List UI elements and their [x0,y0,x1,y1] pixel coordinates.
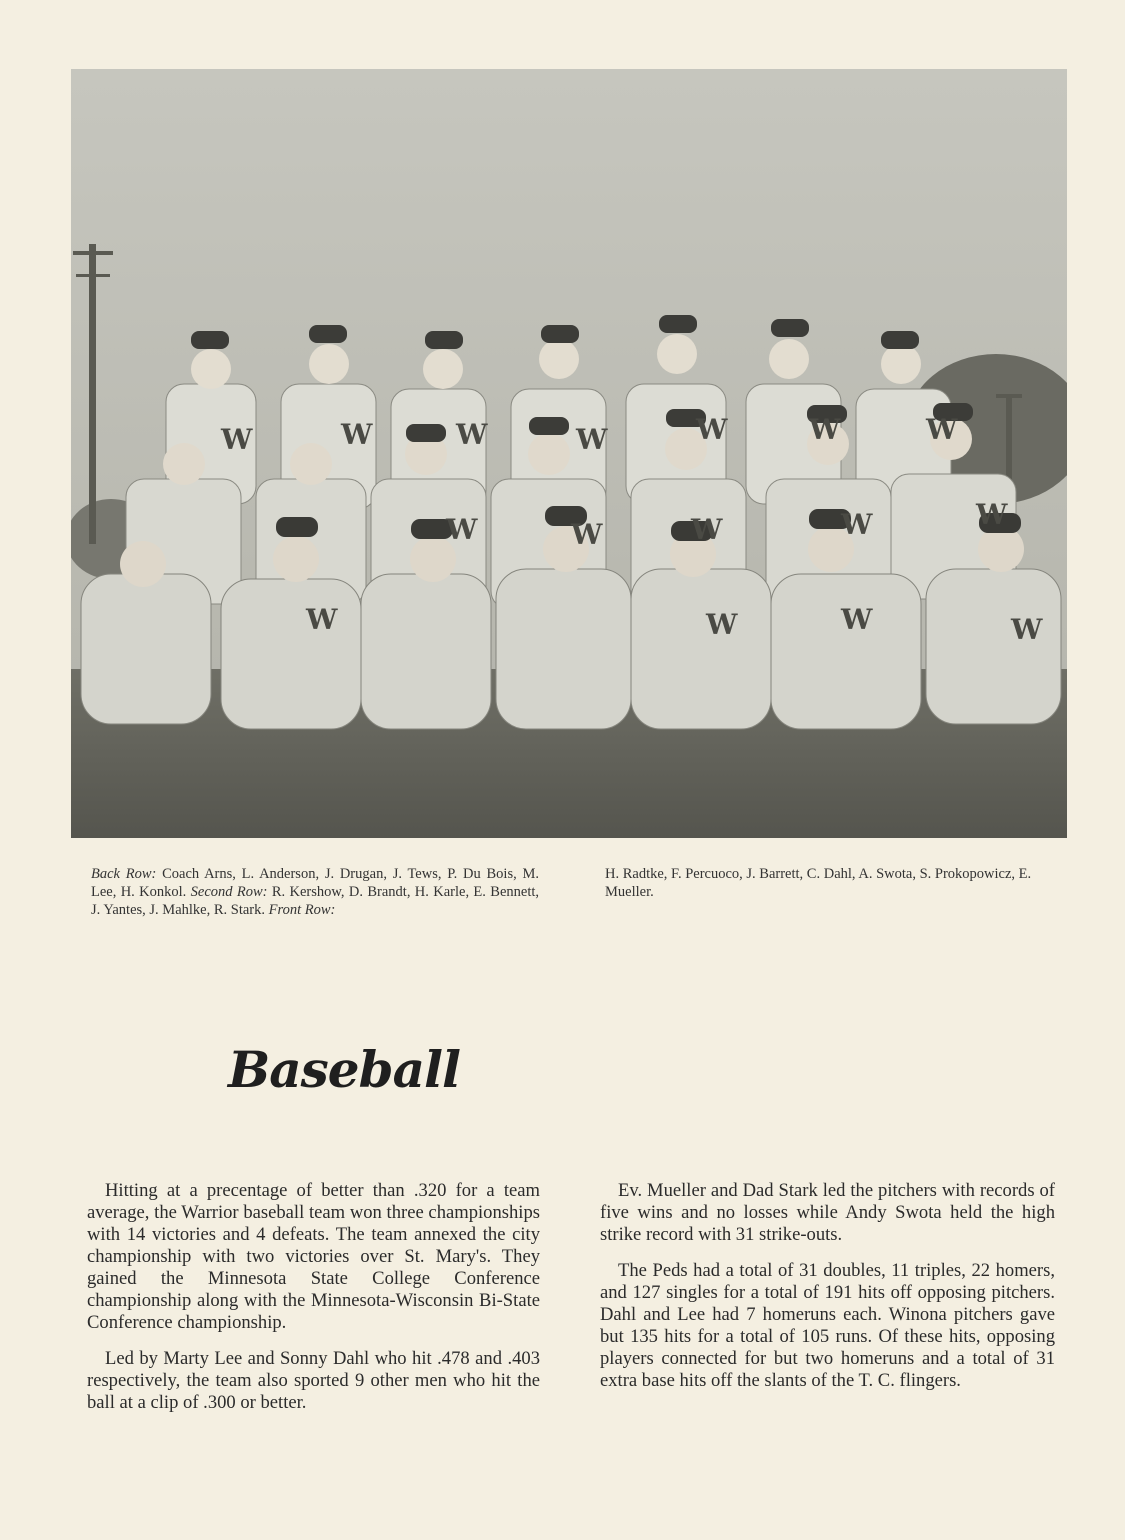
svg-text:W: W [696,413,728,446]
team-photo [71,69,1067,838]
article-paragraph: Hitting at a precentage of better than .320 for a team average, the Warrior baseball team won three championships with 14 victories and 4 defeats. The team annexed the city championship with two victories over St. Mary's. They gained the Minnesota State College Conference championship along with the Minnesota-Wisconsin Bi-State Conference championship. [87,1180,540,1333]
photo-caption-left [91,865,539,919]
article-column-left [87,1180,540,1428]
svg-text:W: W [306,603,338,636]
article-paragraph: Ev. Mueller and Dad Stark led the pitchers with records of five wins and no losses while Andy Swota held the high strike record with 31 strike-outs. [600,1180,1055,1245]
svg-text:W: W [571,518,603,551]
caption-front-row-names: H. Radtke, F. Percuoco, J. Barrett, C. Dahl, A. Swota, S. Prokopowicz, E. Mueller. [605,866,1032,900]
svg-text:W: W [576,423,608,456]
team-photo-image [71,69,1067,838]
page-title: Baseball [228,1040,460,1099]
caption-front-row-label: Front Row: [268,902,336,918]
svg-text:W: W [446,513,478,546]
svg-text:W: W [809,413,841,446]
article-column-right [600,1180,1055,1406]
svg-text:W: W [976,498,1008,531]
photo-caption-right [605,865,1057,901]
svg-text:W: W [691,513,723,546]
svg-text:W: W [456,418,488,451]
svg-text:W: W [926,413,958,446]
svg-text:W: W [841,603,873,636]
article-paragraph: Led by Marty Lee and Sonny Dahl who hit .478 and .403 respectively, the team also sported 9 other men who hit the ball at a clip of .300 or better. [87,1348,540,1413]
svg-text:W: W [1011,613,1043,646]
caption-second-row-label: Second Row: [190,884,268,900]
article-paragraph: The Peds had a total of 31 doubles, 11 triples, 22 homers, and 127 singles for a total of 191 hits off opposing pitchers. Dahl and Lee had 7 homeruns each. Winona pitchers gave but 135 hits for a total of 105 runs. Of these hits, opposing players connected for but two homeruns and a total of 31 extra base hits off the slants of the T. C. flingers. [600,1260,1055,1391]
caption-back-row-label: Back Row: [91,866,157,882]
svg-text:W: W [341,418,373,451]
caption-back-row-names: Coach Arns, L. Anderson, J. Drugan, J. Tews, P. Du Bois, M. Lee, H. Konkol. [91,866,539,900]
svg-text:W: W [221,423,253,456]
svg-text:W: W [706,608,738,641]
svg-text:W: W [841,508,873,541]
caption-second-row-names: R. Kershow, D. Brandt, H. Karle, E. Bennett, J. Yantes, J. Mahlke, R. Stark. [91,884,540,918]
